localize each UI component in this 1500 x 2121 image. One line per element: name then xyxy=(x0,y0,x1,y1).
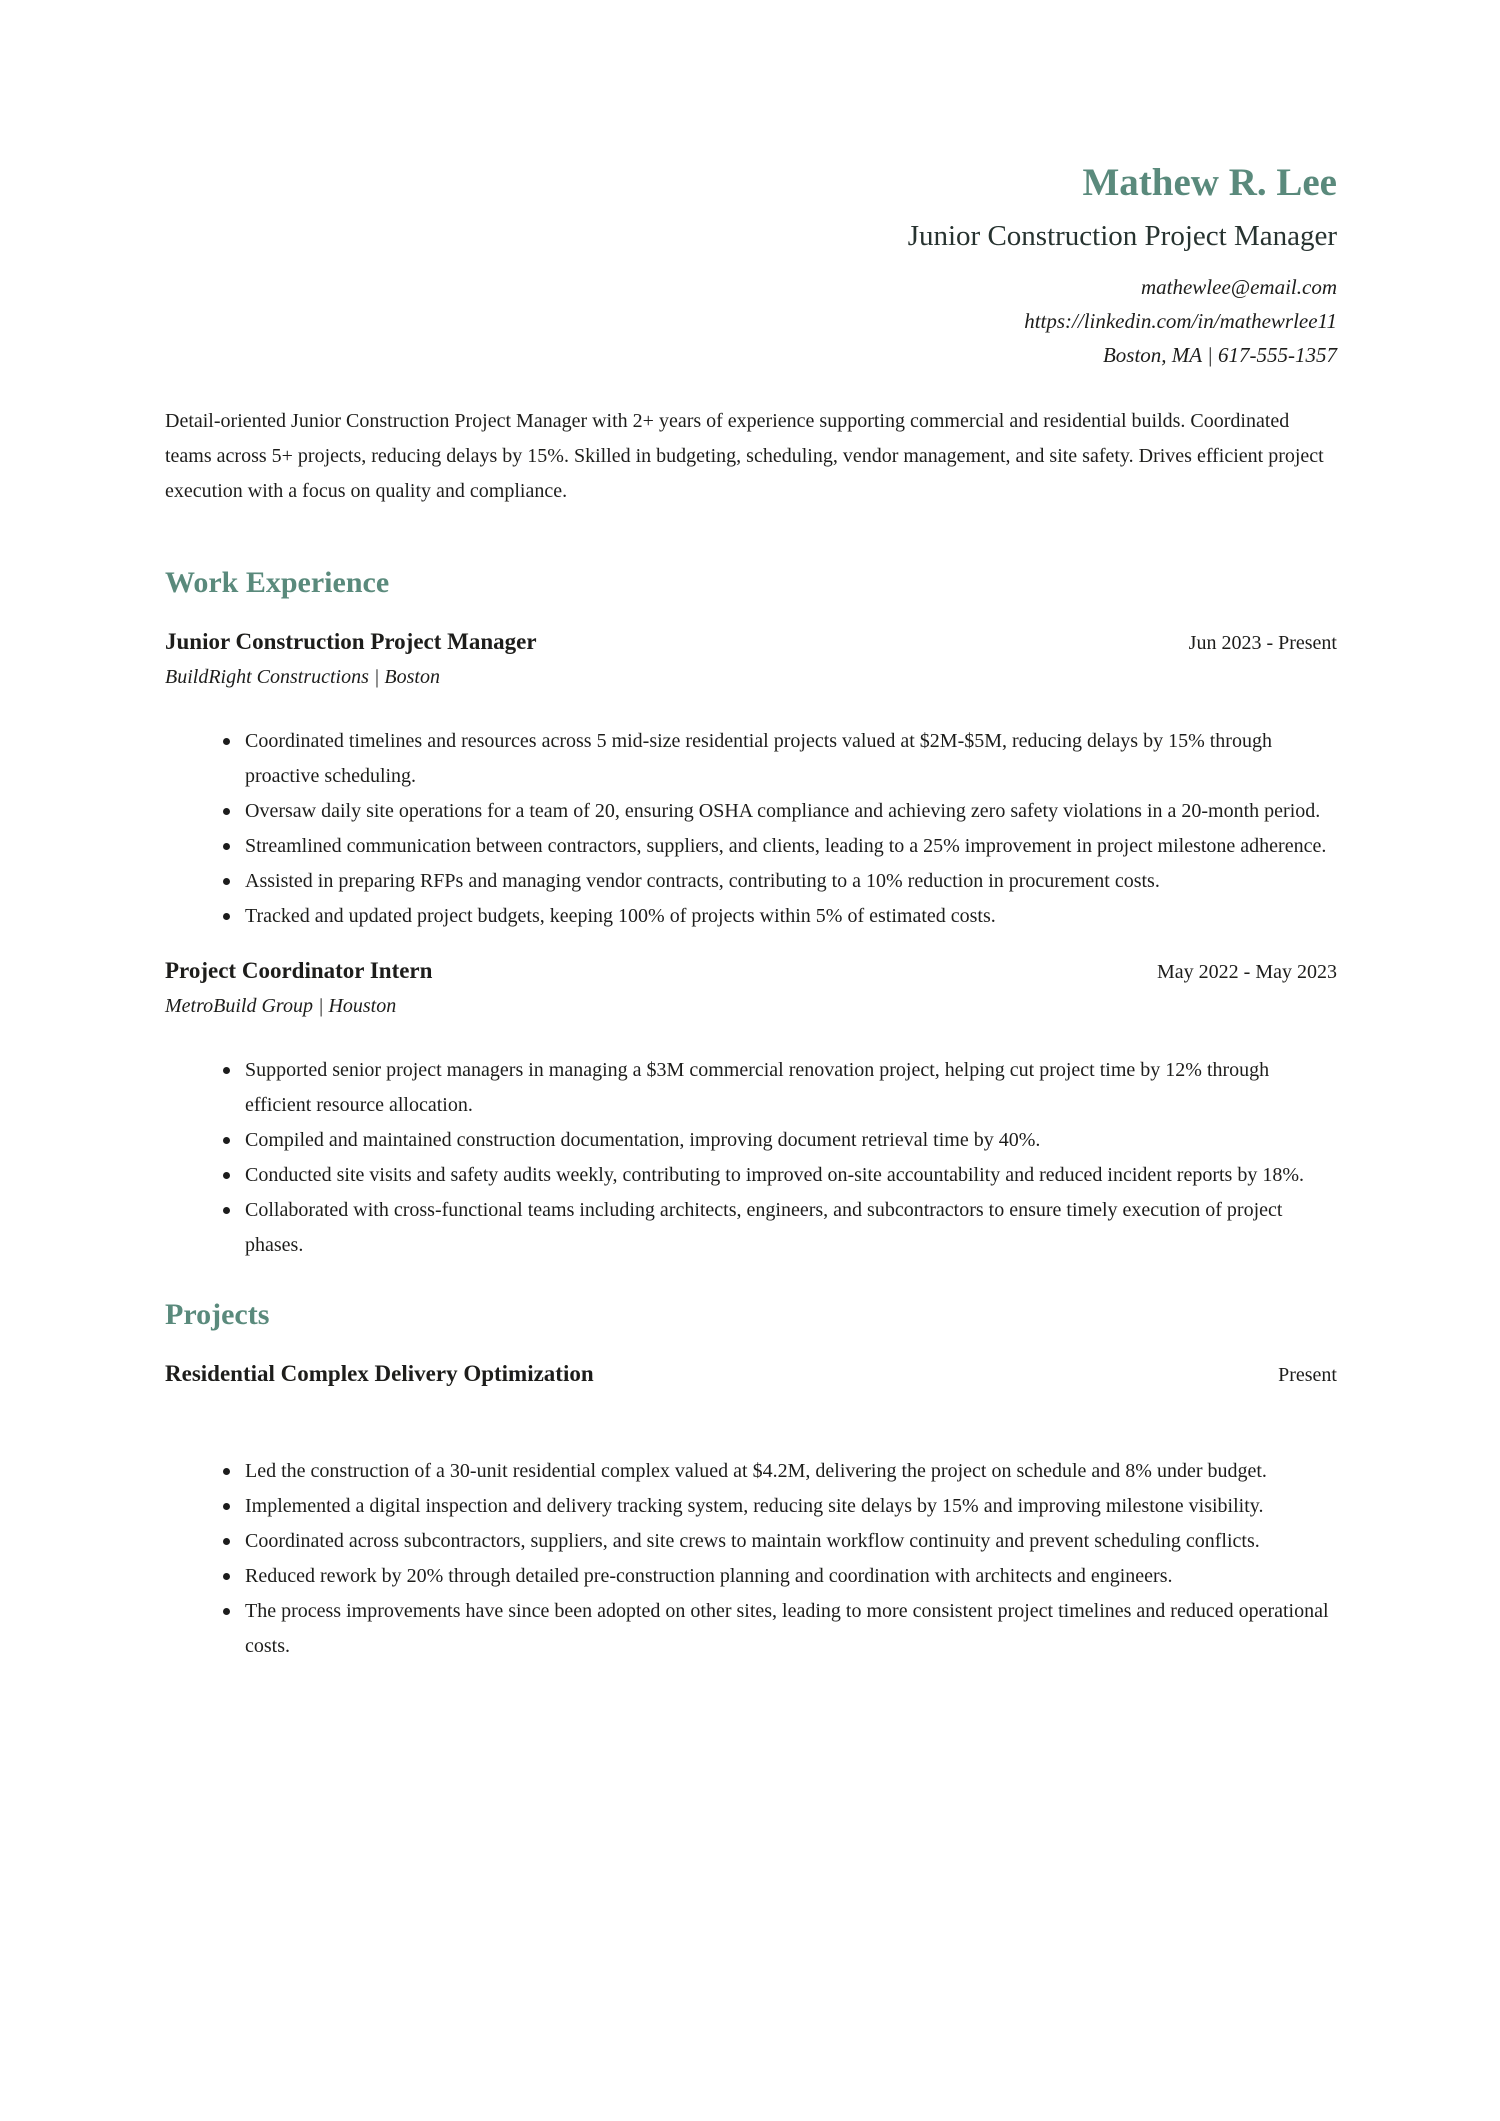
bullet-item: Compiled and maintained construction documentation, improving document retrieval time by 40%. xyxy=(245,1123,1337,1158)
bullet-item: Implemented a digital inspection and delivery tracking system, reducing site delays by 15% and improving milestone visibility. xyxy=(245,1489,1337,1524)
job-2-dates: May 2022 - May 2023 xyxy=(1157,960,1337,983)
job-2-header xyxy=(165,956,1337,987)
section-work-experience xyxy=(165,565,1337,1263)
project-1-title: Residential Complex Delivery Optimization xyxy=(165,1360,594,1386)
job-entry-2 xyxy=(165,956,1337,1263)
bullet-item: Oversaw daily site operations for a team of 20, ensuring OSHA compliance and achieving zero safety violations in a 20-month period. xyxy=(245,794,1337,829)
contact-location-phone: Boston, MA | 617-555-1357 xyxy=(1102,342,1337,367)
job-1-header xyxy=(165,627,1337,658)
candidate-title: Junior Construction Project Manager xyxy=(907,219,1337,252)
bullet-item: Assisted in preparing RFPs and managing vendor contracts, contributing to a 10% reduction in procurement costs. xyxy=(245,864,1337,899)
job-2-bullet-list xyxy=(165,1053,1337,1263)
job-entry-1 xyxy=(165,627,1337,934)
contact-email: mathewlee@email.com xyxy=(1140,274,1337,299)
summary-paragraph: Detail-oriented Junior Construction Project Manager with 2+ years of experience supporting commercial and residential builds. Coordinated teams across 5+ projects, reducing delays by 15%. Skilled in budgeting, scheduling, vendor management, and site safety. Drives efficient project execution with a focus on quality and compliance. xyxy=(165,409,1324,502)
job-1-company: BuildRight Constructions | Boston xyxy=(165,665,440,688)
candidate-name: Mathew R. Lee xyxy=(1082,161,1337,204)
bullet-item: Coordinated across subcontractors, suppliers, and site crews to maintain workflow continuity and prevent scheduling conflicts. xyxy=(245,1524,1337,1559)
job-2-company: MetroBuild Group | Houston xyxy=(165,994,397,1017)
resume-header xyxy=(165,160,1337,372)
bullet-item: Collaborated with cross-functional teams including architects, engineers, and subcontractors to ensure timely execution of project phases. xyxy=(245,1193,1337,1263)
bullet-item: Coordinated timelines and resources across 5 mid-size residential projects valued at $2M-$5M, reducing delays by 15% through proactive scheduling. xyxy=(245,724,1337,794)
project-1-header xyxy=(165,1359,1337,1390)
bullet-item: Reduced rework by 20% through detailed pre-construction planning and coordination with architects and engineers. xyxy=(245,1559,1337,1594)
bullet-item: The process improvements have since been adopted on other sites, leading to more consistent project timelines and reduced operational costs. xyxy=(245,1594,1337,1664)
bullet-item: Led the construction of a 30-unit residential complex valued at $4.2M, delivering the project on schedule and 8% under budget. xyxy=(245,1454,1337,1489)
bullet-item: Supported senior project managers in managing a $3M commercial renovation project, helping cut project time by 12% through efficient resource allocation. xyxy=(245,1053,1337,1123)
section-projects xyxy=(165,1297,1337,1664)
contact-block xyxy=(165,270,1337,372)
bullet-item: Streamlined communication between contractors, suppliers, and clients, leading to a 25% improvement in project milestone adherence. xyxy=(245,829,1337,864)
job-2-title: Project Coordinator Intern xyxy=(165,957,433,983)
bullet-item: Tracked and updated project budgets, keeping 100% of projects within 5% of estimated costs. xyxy=(245,899,1337,934)
project-1-dates: Present xyxy=(1278,1363,1337,1386)
projects-heading: Projects xyxy=(165,1297,270,1331)
job-1-bullet-list xyxy=(165,724,1337,934)
project-1-bullet-list xyxy=(165,1454,1337,1664)
job-1-title: Junior Construction Project Manager xyxy=(165,628,537,654)
bullet-item: Conducted site visits and safety audits weekly, contributing to improved on-site accountability and reduced incident reports by 18%. xyxy=(245,1158,1337,1193)
project-entry-1 xyxy=(165,1359,1337,1664)
work-experience-heading: Work Experience xyxy=(165,565,390,599)
job-1-dates: Jun 2023 - Present xyxy=(1188,631,1337,654)
contact-linkedin-url: https://linkedin.com/in/mathewrlee11 xyxy=(1024,308,1337,333)
